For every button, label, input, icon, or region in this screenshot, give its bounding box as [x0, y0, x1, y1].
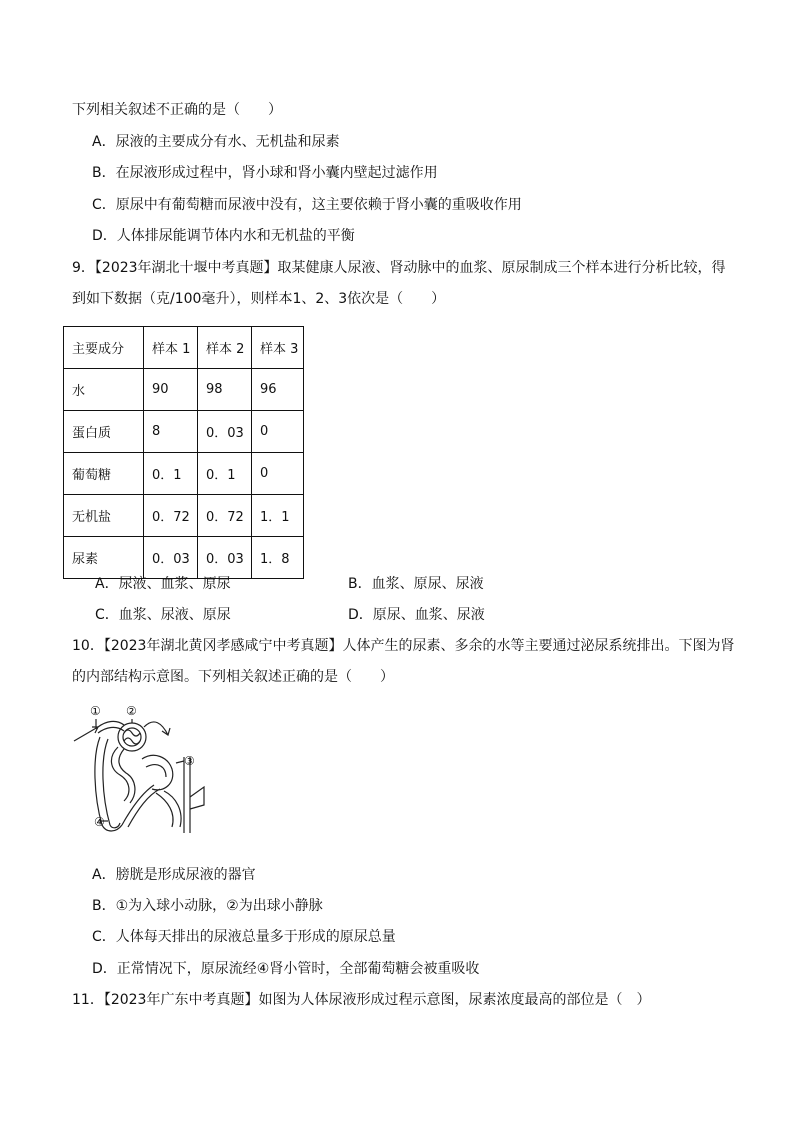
- table-row: [64, 411, 304, 453]
- q9-option-b: B．血浆、原尿、尿液: [348, 576, 484, 592]
- table-cell: 0．72: [144, 495, 198, 537]
- q10-option-b: B．①为入球小动脉，②为出球小静脉: [92, 898, 323, 914]
- table-cell: 98: [198, 369, 252, 411]
- q9-option-a: A．尿液、血浆、原尿: [95, 576, 231, 592]
- table-header-cell: 主要成分: [64, 327, 144, 369]
- table-header-cell: 样本 3: [252, 327, 304, 369]
- table-cell: 0．03: [198, 537, 252, 579]
- table-cell: 1．1: [252, 495, 304, 537]
- label-4: ④: [94, 815, 105, 829]
- table-cell: 水: [64, 369, 144, 411]
- q10-option-c: C．人体每天排出的尿液总量多于形成的原尿总量: [92, 929, 396, 945]
- q9-stem-line2: 到如下数据（克/100毫升），则样本1、2、3依次是（ ）: [72, 291, 446, 307]
- table-row: [64, 495, 304, 537]
- table-cell: 0: [252, 453, 304, 495]
- q10-option-d: D．正常情况下，原尿流经④肾小管时，全部葡萄糖会被重吸收: [92, 961, 480, 977]
- q10-stem-line2: 的内部结构示意图。下列相关叙述正确的是（ ）: [72, 669, 394, 685]
- table-cell: 无机盐: [64, 495, 144, 537]
- q9-option-c: C．血浆、尿液、原尿: [95, 607, 231, 623]
- table-header-cell: 样本 1: [144, 327, 198, 369]
- option-d: D．人体排尿能调节体内水和无机盐的平衡: [92, 228, 355, 244]
- nephron-illustration: [72, 697, 222, 839]
- q10-stem-line1: 10．【2023年湖北黄冈孝感咸宁中考真题】人体产生的尿素、多余的水等主要通过泌尿系统排出。下图为肾: [72, 638, 735, 654]
- table-cell: 0．72: [198, 495, 252, 537]
- nephron-diagram: [72, 697, 222, 839]
- q9-data-table: [63, 326, 304, 579]
- table-header-cell: 样本 2: [198, 327, 252, 369]
- table-cell: 90: [144, 369, 198, 411]
- table-row: [64, 537, 304, 579]
- label-1: ①: [90, 704, 101, 718]
- option-b: B．在尿液形成过程中，肾小球和肾小囊内壁起过滤作用: [92, 165, 438, 181]
- table-cell: 1．8: [252, 537, 304, 579]
- q10-option-a: A．膀胱是形成尿液的器官: [92, 867, 256, 883]
- q11-stem-line1: 11．【2023年广东中考真题】如图为人体尿液形成过程示意图，尿素浓度最高的部位是（ ）: [72, 992, 651, 1008]
- table-cell: 96: [252, 369, 304, 411]
- table-row: [64, 453, 304, 495]
- table-cell: 0．1: [144, 453, 198, 495]
- option-a: A．尿液的主要成分有水、无机盐和尿素: [92, 134, 340, 150]
- option-c: C．原尿中有葡萄糖而尿液中没有，这主要依赖于肾小囊的重吸收作用: [92, 197, 522, 213]
- table-cell: 0: [252, 411, 304, 453]
- table-header-row: [64, 327, 304, 369]
- label-2: ②: [126, 704, 137, 718]
- question-stem: 下列相关叙述不正确的是（ ）: [72, 102, 282, 118]
- label-3: ③: [184, 754, 195, 768]
- table-cell: 尿素: [64, 537, 144, 579]
- q9-option-d: D．原尿、血浆、尿液: [348, 607, 485, 623]
- table-cell: 葡萄糖: [64, 453, 144, 495]
- table-cell: 0．03: [144, 537, 198, 579]
- table-cell: 蛋白质: [64, 411, 144, 453]
- table-cell: 0．1: [198, 453, 252, 495]
- table-cell: 8: [144, 411, 198, 453]
- table-row: [64, 369, 304, 411]
- table-cell: 0．03: [198, 411, 252, 453]
- q9-stem-line1: 9．【2023年湖北十堰中考真题】取某健康人尿液、肾动脉中的血浆、原尿制成三个样本进行分析比较，得: [72, 260, 726, 276]
